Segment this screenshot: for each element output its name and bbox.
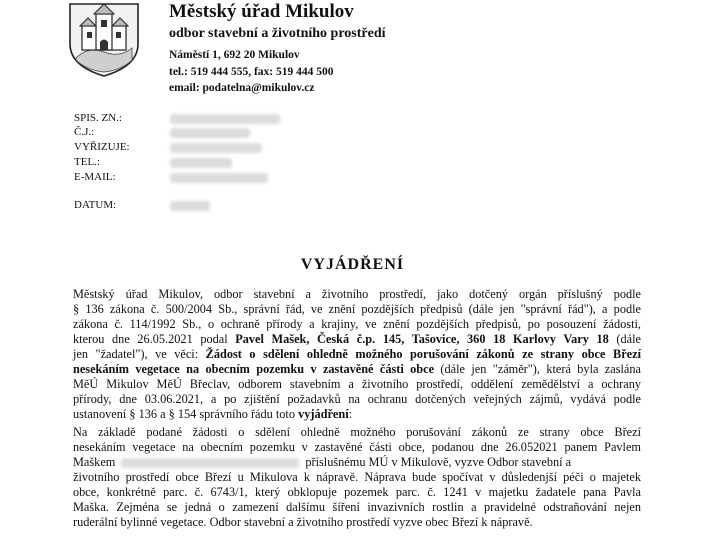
- redacted-value: [170, 114, 280, 124]
- office-name: Městský úřad Mikulov: [169, 1, 354, 22]
- meta-label-cj: Č.J.:: [74, 126, 95, 138]
- town-crest-icon: [64, 0, 144, 78]
- meta-label-spis: SPIS. ZN.:: [74, 112, 122, 124]
- department-name: odbor stavební a životního prostředí: [169, 26, 386, 41]
- text-line: nesekáním vegetace na obecním pozemku v zastavěné části obce (dále jen "záměr"), která byla zaslána: [73, 362, 641, 376]
- meta-label-email: E-MAIL:: [74, 171, 116, 183]
- paragraph-introduction: [73, 287, 641, 422]
- meta-label-datum: DATUM:: [74, 199, 117, 211]
- letterhead: [169, 0, 386, 95]
- redacted-value: [170, 201, 210, 211]
- text-line: § 136 zákona č. 500/2004 Sb., správní řád, ve znění pozdějších předpisů (dále jen "správní řád"), a podle: [73, 302, 641, 316]
- text-line: jen "žadatel"), ve věci: Žádost o sdělení ohledně možného porušování zákonů ze strany obce Březí: [73, 347, 641, 361]
- text-line: životního prostředí obce Březí u Mikulova k nápravě. Náprava bude spočívat v důsledenjší péči o majetek: [73, 470, 641, 484]
- office-address: Náměstí 1, 692 20 Mikulov: [169, 49, 300, 61]
- text-line: kterou dne 26.05.2021 podal Pavel Mašek, Česká č.p. 145, Tašovice, 360 18 Karlovy Vary 18 (dále: [73, 332, 641, 346]
- redacted-value: [121, 458, 299, 468]
- applicant-name: Pavel Mašek, Česká č.p. 145, Tašovice, 360 18 Karlovy Vary 18: [235, 332, 609, 346]
- redacted-value: [170, 128, 250, 138]
- text-line: ruderální bylinné vegetace. Odbor stavební a životního prostředí vyzve obec Březí k nápravě.: [73, 515, 533, 529]
- office-email: email: podatelna@mikulov.cz: [169, 82, 315, 94]
- redacted-value: [170, 143, 262, 153]
- statement-word: vyjádření: [298, 407, 349, 421]
- text-line: MěÚ Mikulov MěÚ Břeclav, odborem stavebním a životního prostředí, oddělení zemědělství a ochrany: [73, 377, 641, 391]
- document-title: VYJÁDŘENÍ: [300, 256, 405, 273]
- redacted-value: [170, 173, 268, 183]
- text-line: Maškem příslušnému MÚ v Mikulově, vyzve Odbor stavební a: [73, 455, 572, 469]
- meta-label-tel: TEL.:: [74, 156, 100, 168]
- text-line: zákona č. 114/1992 Sb., o ochraně přírody a krajiny, ve znění pozdějších předpisů, po posouzení žádosti,: [73, 317, 641, 331]
- text-line: obce, konkrétně parc. č. 6743/1, který obklopuje pozemek parc. č. 1241 v majetku žadatele pana Pavla: [73, 485, 641, 499]
- text-line: Městský úřad Mikulov, odbor stavební a životního prostředí, jako dotčený orgán příslušný podle: [73, 287, 641, 301]
- meta-label-vyrizuje: VYŘIZUJE:: [74, 141, 130, 153]
- request-subject-cont: nesekáním vegetace na obecním pozemku v zastavěné části obce: [73, 362, 435, 376]
- redacted-value: [170, 158, 232, 168]
- text-line: ustanovení § 136 a § 154 správního řádu toto vyjádření:: [73, 407, 353, 421]
- text-line: nesekáním vegetace na obecním pozemku v zastavěné části obce, podanou dne 26.052021 panem Pavlem: [73, 440, 641, 454]
- document-meta: [74, 112, 274, 216]
- office-phone-fax: tel.: 519 444 555, fax: 519 444 500: [169, 66, 334, 78]
- text-line: přírody, dne 03.06.2021, a po zjištění požadavků na ochranu dotčených veřejných zájmů, vydává podle: [73, 392, 641, 406]
- text-line: Na základě podané žádosti o sdělení ohledně možného porušování zákonů ze strany obce Březí: [73, 425, 641, 439]
- request-subject: Žádost o sdělení ohledně možného porušování zákonů ze strany obce Březí: [205, 347, 641, 361]
- text-line: Maška. Zejména se jedná o zamezení dalšímu šíření invazivních rostlin a pravidelné odstraňování nejen: [73, 500, 641, 514]
- paragraph-decision: [73, 425, 641, 530]
